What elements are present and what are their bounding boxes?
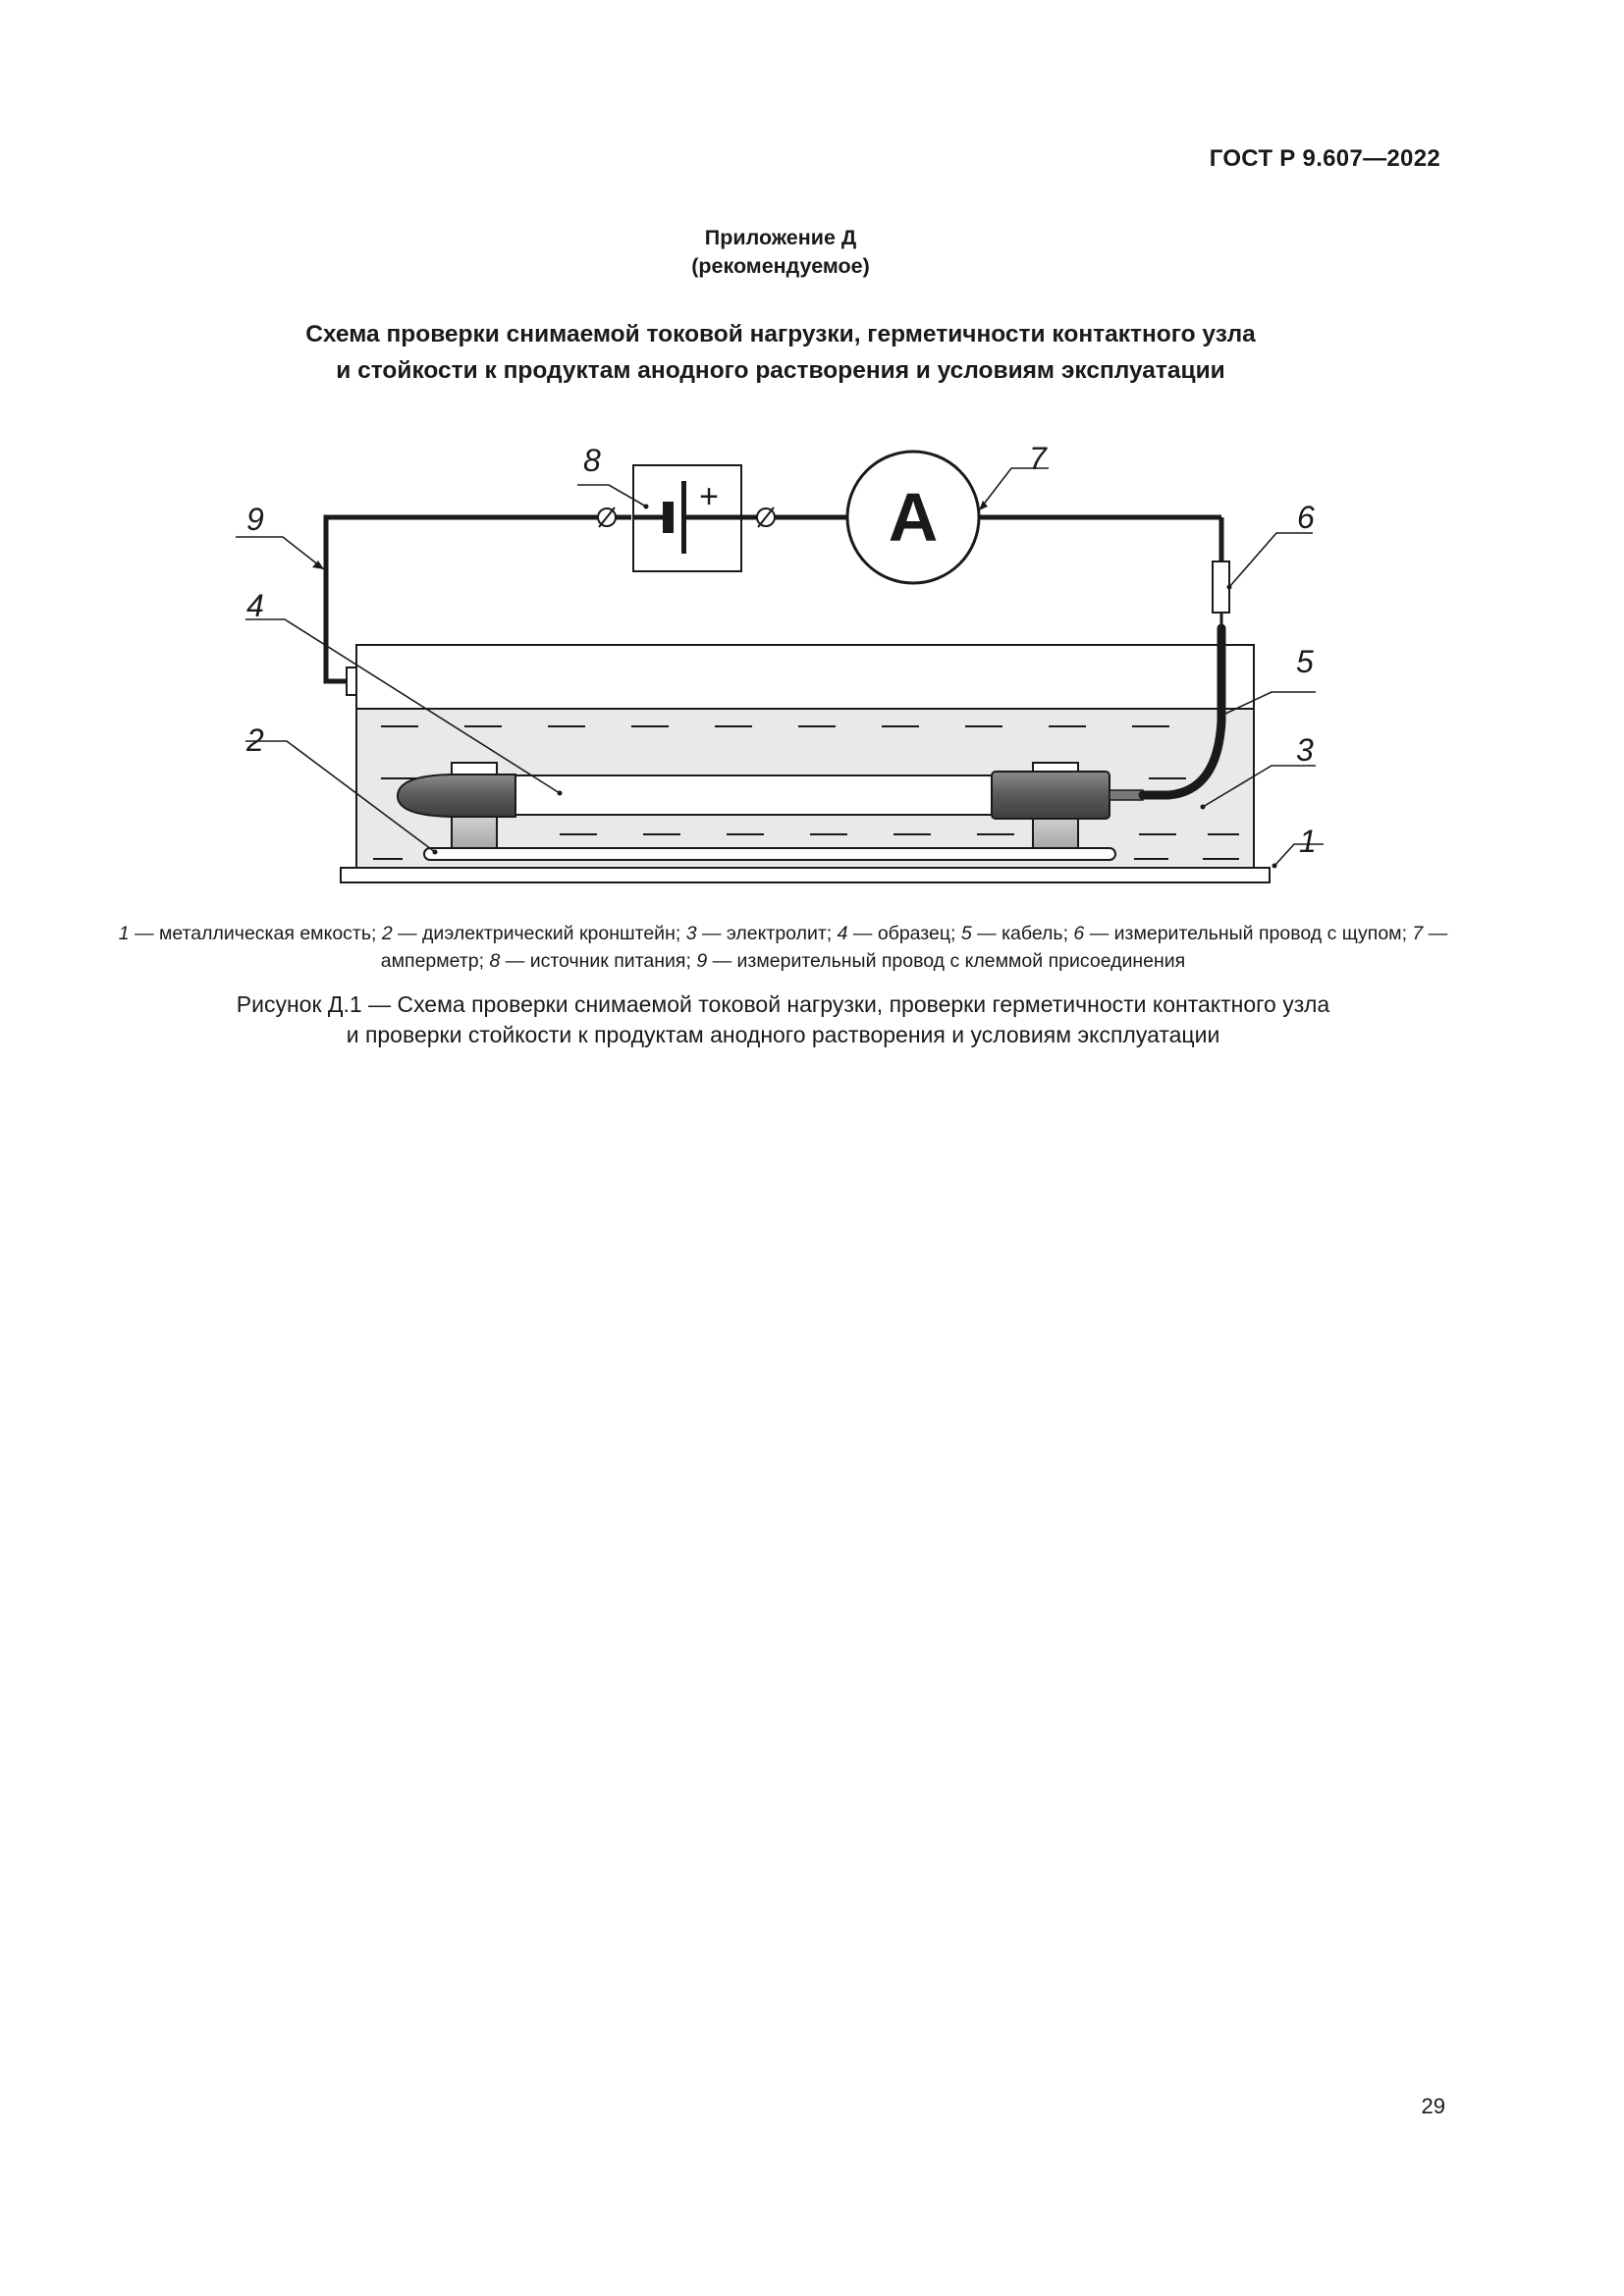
battery-plus: + [699,478,719,515]
specimen [514,775,995,815]
standard-code: ГОСТ Р 9.607—2022 [1209,145,1440,172]
appendix-block [0,224,1561,281]
legend-item: 6 — измерительный провод с щупом; [1073,923,1407,944]
caption-line-2: и проверки стойкости к продуктам анодного растворения и условиям эксплуатации [346,1022,1220,1047]
callout-5: 5 [1296,644,1314,679]
legend-item: 1 — металлическая емкость; [118,923,377,944]
heading-line-2: и стойкости к продуктам анодного растворения и условиям эксплуатации [336,357,1225,384]
legend-item: 5 — кабель; [960,923,1068,944]
appendix-title: Приложение Д [704,226,857,249]
page-number: 29 [1421,2094,1445,2118]
legend-item: 3 — электролит; [685,923,833,944]
callout-6: 6 [1297,500,1315,535]
ammeter-symbol: A [888,479,939,556]
legend-item: 9 — измерительный провод с клеммой присоединения [696,950,1186,972]
legend-item: 2 — диэлектрический кронштейн; [381,923,681,944]
figure-legend [118,920,1448,975]
figure-d1 [0,427,1624,898]
callout-2: 2 [246,722,264,758]
figure-caption [118,989,1448,1050]
section-heading [0,316,1561,389]
contact-assembly [992,772,1110,819]
callout-8: 8 [583,443,601,478]
circuit-diagram [0,427,1624,898]
callout-7: 7 [1029,441,1047,476]
appendix-status: (рекомендуемое) [691,254,870,278]
legend-item: 7 — амперметр; [380,923,1448,972]
legend-item: 4 — образец; [837,923,956,944]
legend-item: 8 — источник питания; [489,950,691,972]
heading-line-1: Схема проверки снимаемой токовой нагрузки, герметичности контактного узла [305,321,1256,347]
callout-9: 9 [246,502,264,537]
terminal-clamp [347,667,356,695]
caption-line-1: Рисунок Д.1 — Схема проверки снимаемой токовой нагрузки, проверки герметичности контактного узла [236,991,1330,1017]
specimen-end-cap [398,774,515,817]
metal-container-base [341,868,1270,882]
measuring-probe [1213,561,1229,613]
callout-1: 1 [1299,824,1317,859]
callout-4: 4 [246,588,264,623]
callout-3: 3 [1296,732,1314,768]
dielectric-bracket [424,848,1115,860]
